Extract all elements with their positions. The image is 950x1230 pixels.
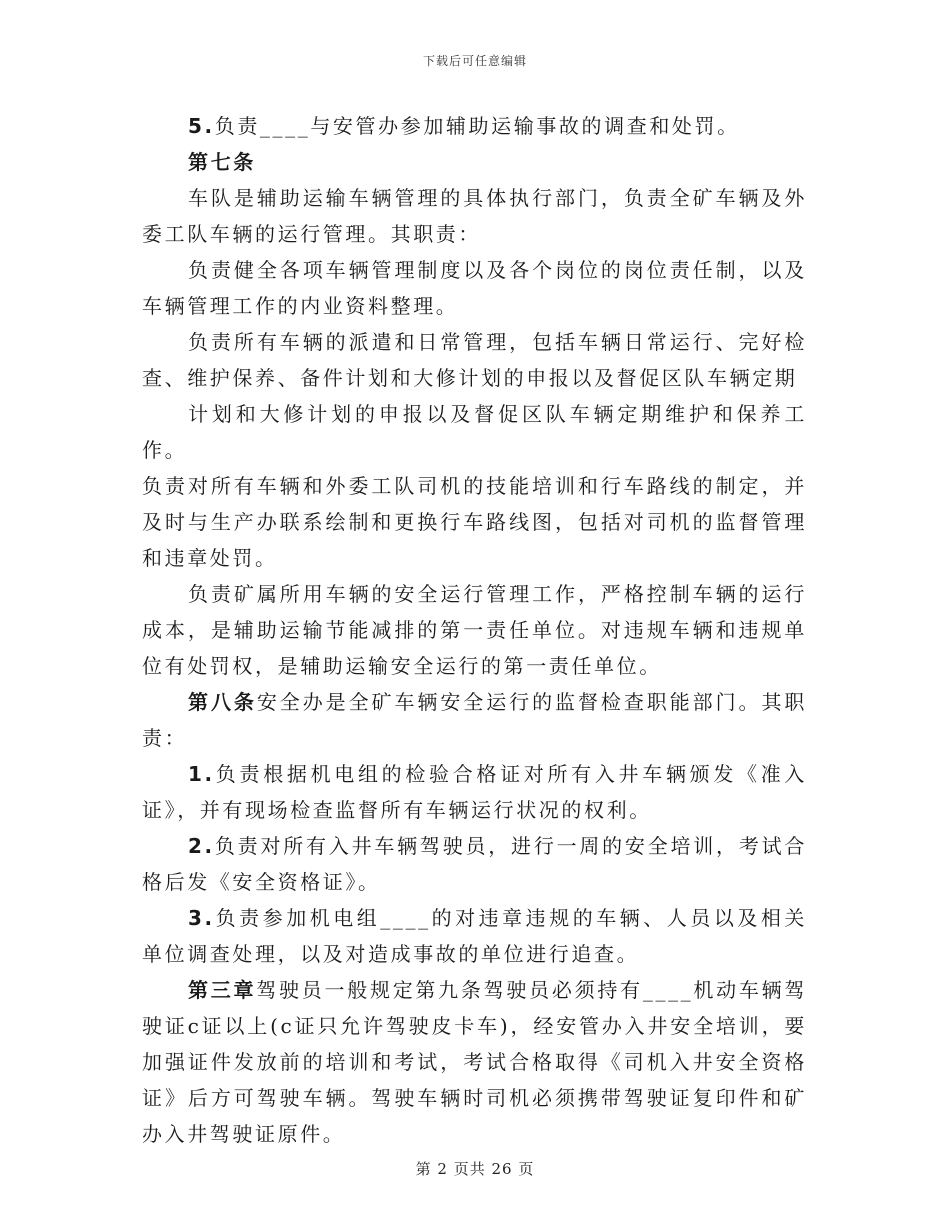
paragraph-text: 驾驶员一般规定第九条驾驶员必须持有____机动车辆驾驶证c证以上(c证只允许驾驶皮卡车)，经安管办入井安全培训，要加强证件发放前的培训和考试，考试合格取得《司机入井安全资格证》后方可驾驶车辆。驾驶车辆时司机必须携带驾驶证复印件和矿办入井驾驶证原件。 <box>142 978 807 1146</box>
paragraph-article-8 <box>142 684 807 756</box>
item-number: 1. <box>188 762 215 786</box>
paragraph-text: 负责____与安管办参加辅助运输事故的调查和处罚。 <box>214 114 740 138</box>
paragraph-text: 负责根据机电组的检验合格证对所有入井车辆颁发《准入证》，并有现场检查监督所有车辆运行状况的权利。 <box>142 762 807 822</box>
paragraph-chapter-3 <box>142 972 807 1152</box>
paragraph-text: 负责对所有入井车辆驾驶员，进行一周的安全培训，考试合格后发《安全资格证》。 <box>142 834 807 894</box>
article-heading-7: 第七条 <box>188 150 256 174</box>
page-footer: 第 2 页共 26 页 <box>415 1160 535 1178</box>
item-number: 2. <box>188 834 215 858</box>
paragraph-fleet-duty-3: 负责对所有车辆和外委工队司机的技能培训和行车路线的制定，并及时与生产办联系绘制和更换行车路线图，包括对司机的监督管理和违章处罚。 <box>142 474 807 570</box>
item-number: 5. <box>188 114 215 138</box>
paragraph-text: 负责参加机电组____的对违章违规的车辆、人员以及相关单位调查处理，以及对造成事故的单位进行追查。 <box>142 906 807 966</box>
article-heading-8: 第八条 <box>188 690 257 714</box>
paragraph-fleet-duty-4: 负责矿属所用车辆的安全运行管理工作，严格控制车辆的运行成本，是辅助运输节能减排的第一责任单位。对违规车辆和违规单位有处罚权，是辅助运输安全运行的第一责任单位。 <box>142 582 807 678</box>
paragraph-item-1 <box>142 756 807 828</box>
paragraph-fleet-duty-2: 负责所有车辆的派遣和日常管理，包括车辆日常运行、完好检查、维护保养、备件计划和大修计划的申报以及督促区队车辆定期 <box>142 330 807 390</box>
paragraph-fleet-duties: 车队是辅助运输车辆管理的具体执行部门，负责全矿车辆及外委工队车辆的运行管理。其职责： <box>142 186 807 246</box>
paragraph-item-3 <box>142 900 807 972</box>
paragraph-fleet-duty-2-cont: 计划和大修计划的申报以及督促区队车辆定期维护和保养工作。 <box>142 402 807 462</box>
paragraph-item-2 <box>142 828 807 900</box>
paragraph-text: 安全办是全矿车辆安全运行的监督检查职能部门。其职责： <box>142 690 807 750</box>
document-body <box>142 108 807 1152</box>
paragraph-fleet-duty-1: 负责健全各项车辆管理制度以及各个岗位的岗位责任制，以及车辆管理工作的内业资料整理。 <box>142 258 807 318</box>
chapter-heading-3: 第三章 <box>188 978 257 1002</box>
page-header: 下载后可任意编辑 <box>422 54 527 68</box>
item-number: 3. <box>188 906 215 930</box>
paragraph-item-5 <box>142 108 807 144</box>
